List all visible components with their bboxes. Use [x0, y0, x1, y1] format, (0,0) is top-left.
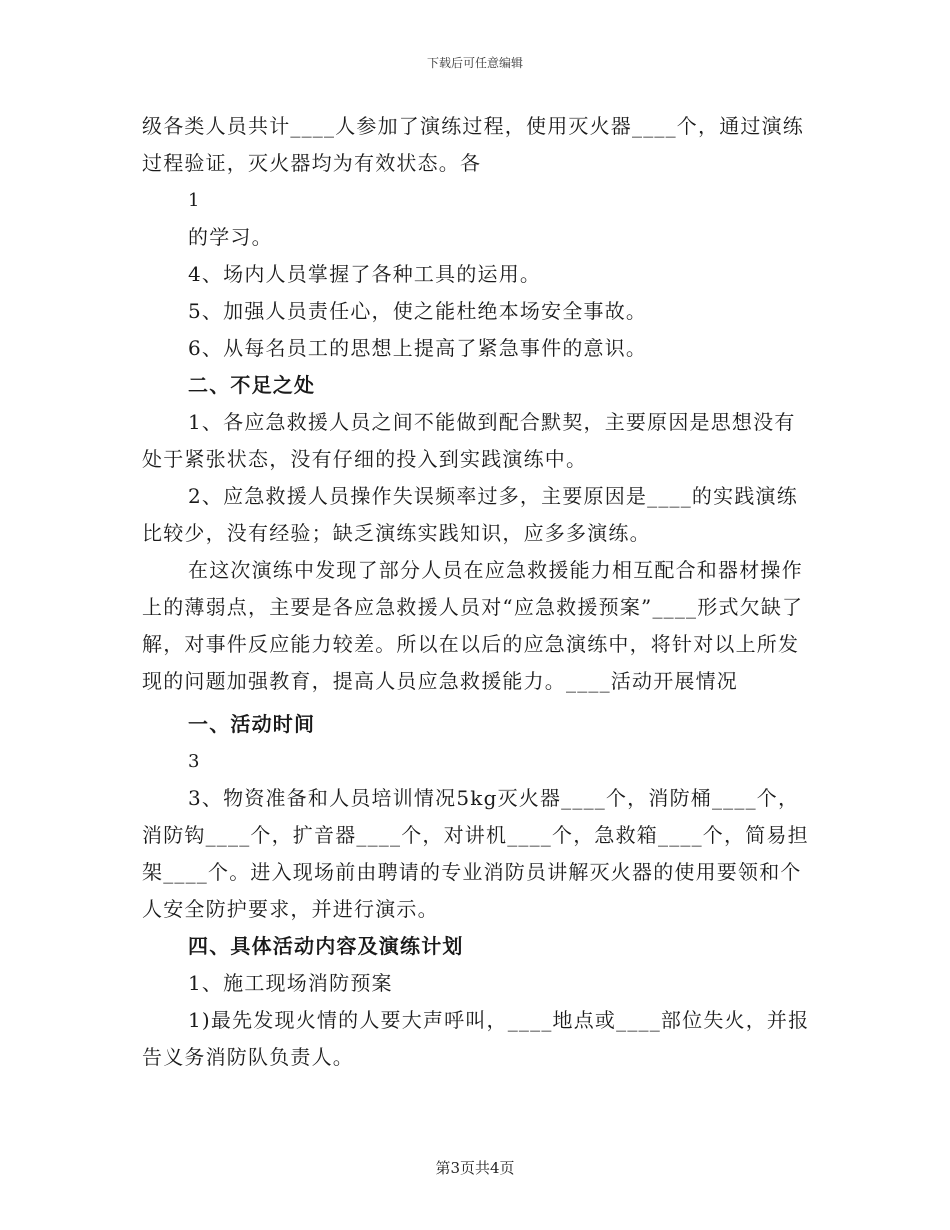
- page-header: 下载后可任意编辑: [426, 56, 523, 70]
- section-heading-activity-time: 一、活动时间: [188, 712, 316, 736]
- page-marker-3: 3: [188, 751, 201, 772]
- plan-item-1: 1、施工现场消防预案: [188, 971, 393, 995]
- paragraph-continuation: 级各类人员共计____人参加了演练过程，使用灭火器____个，通过演练过程验证，灭火器均为有效状态。各: [142, 114, 804, 175]
- list-item-6: 6、从每名员工的思想上提高了紧急事件的意识。: [188, 336, 648, 360]
- page-marker-1: 1: [188, 190, 201, 211]
- plan-subitem-1: 1)最先发现火情的人要大声呼叫，____地点或____部位失火，并报告义务消防队负责人。: [142, 1008, 810, 1069]
- list-item-4: 4、场内人员掌握了各种工具的运用。: [188, 262, 542, 286]
- shortcoming-item-2: 2、应急救援人员操作失误频率过多，主要原因是____的实践演练比较少，没有经验；缺乏演练实践知识，应多多演练。: [142, 484, 798, 545]
- list-item-5: 5、加强人员责任心，使之能杜绝本场安全事故。: [188, 299, 648, 323]
- materials-paragraph: 3、物资准备和人员培训情况5kg灭火器____个，消防桶____个，消防钩____个，扩音器____个，对讲机____个，急救箱____个，简易担架____个。进入现场前由聘请的专业消防员讲解灭火器的使用要领和个人安全防护要求，并进行演示。: [142, 786, 809, 921]
- page-footer: 第3页共4页: [435, 1159, 515, 1177]
- paragraph-study: 的学习。: [188, 225, 273, 249]
- summary-paragraph: 在这次演练中发现了部分人员在应急救援能力相互配合和器材操作上的薄弱点，主要是各应急救援人员对“应急救援预案”____形式欠缺了解，对事件反应能力较差。所以在以后的应急演练中，将针对以上所发现的问题加强教育，提高人员应急救援能力。____活动开展情况: [142, 558, 804, 693]
- shortcoming-item-1: 1、各应急救援人员之间不能做到配合默契，主要原因是思想没有处于紧张状态，没有仔细的投入到实践演练中。: [142, 410, 796, 471]
- section-heading-plan: 四、具体活动内容及演练计划: [188, 934, 464, 958]
- section-heading-shortcomings: 二、不足之处: [188, 373, 316, 397]
- document-body: [142, 108, 810, 1076]
